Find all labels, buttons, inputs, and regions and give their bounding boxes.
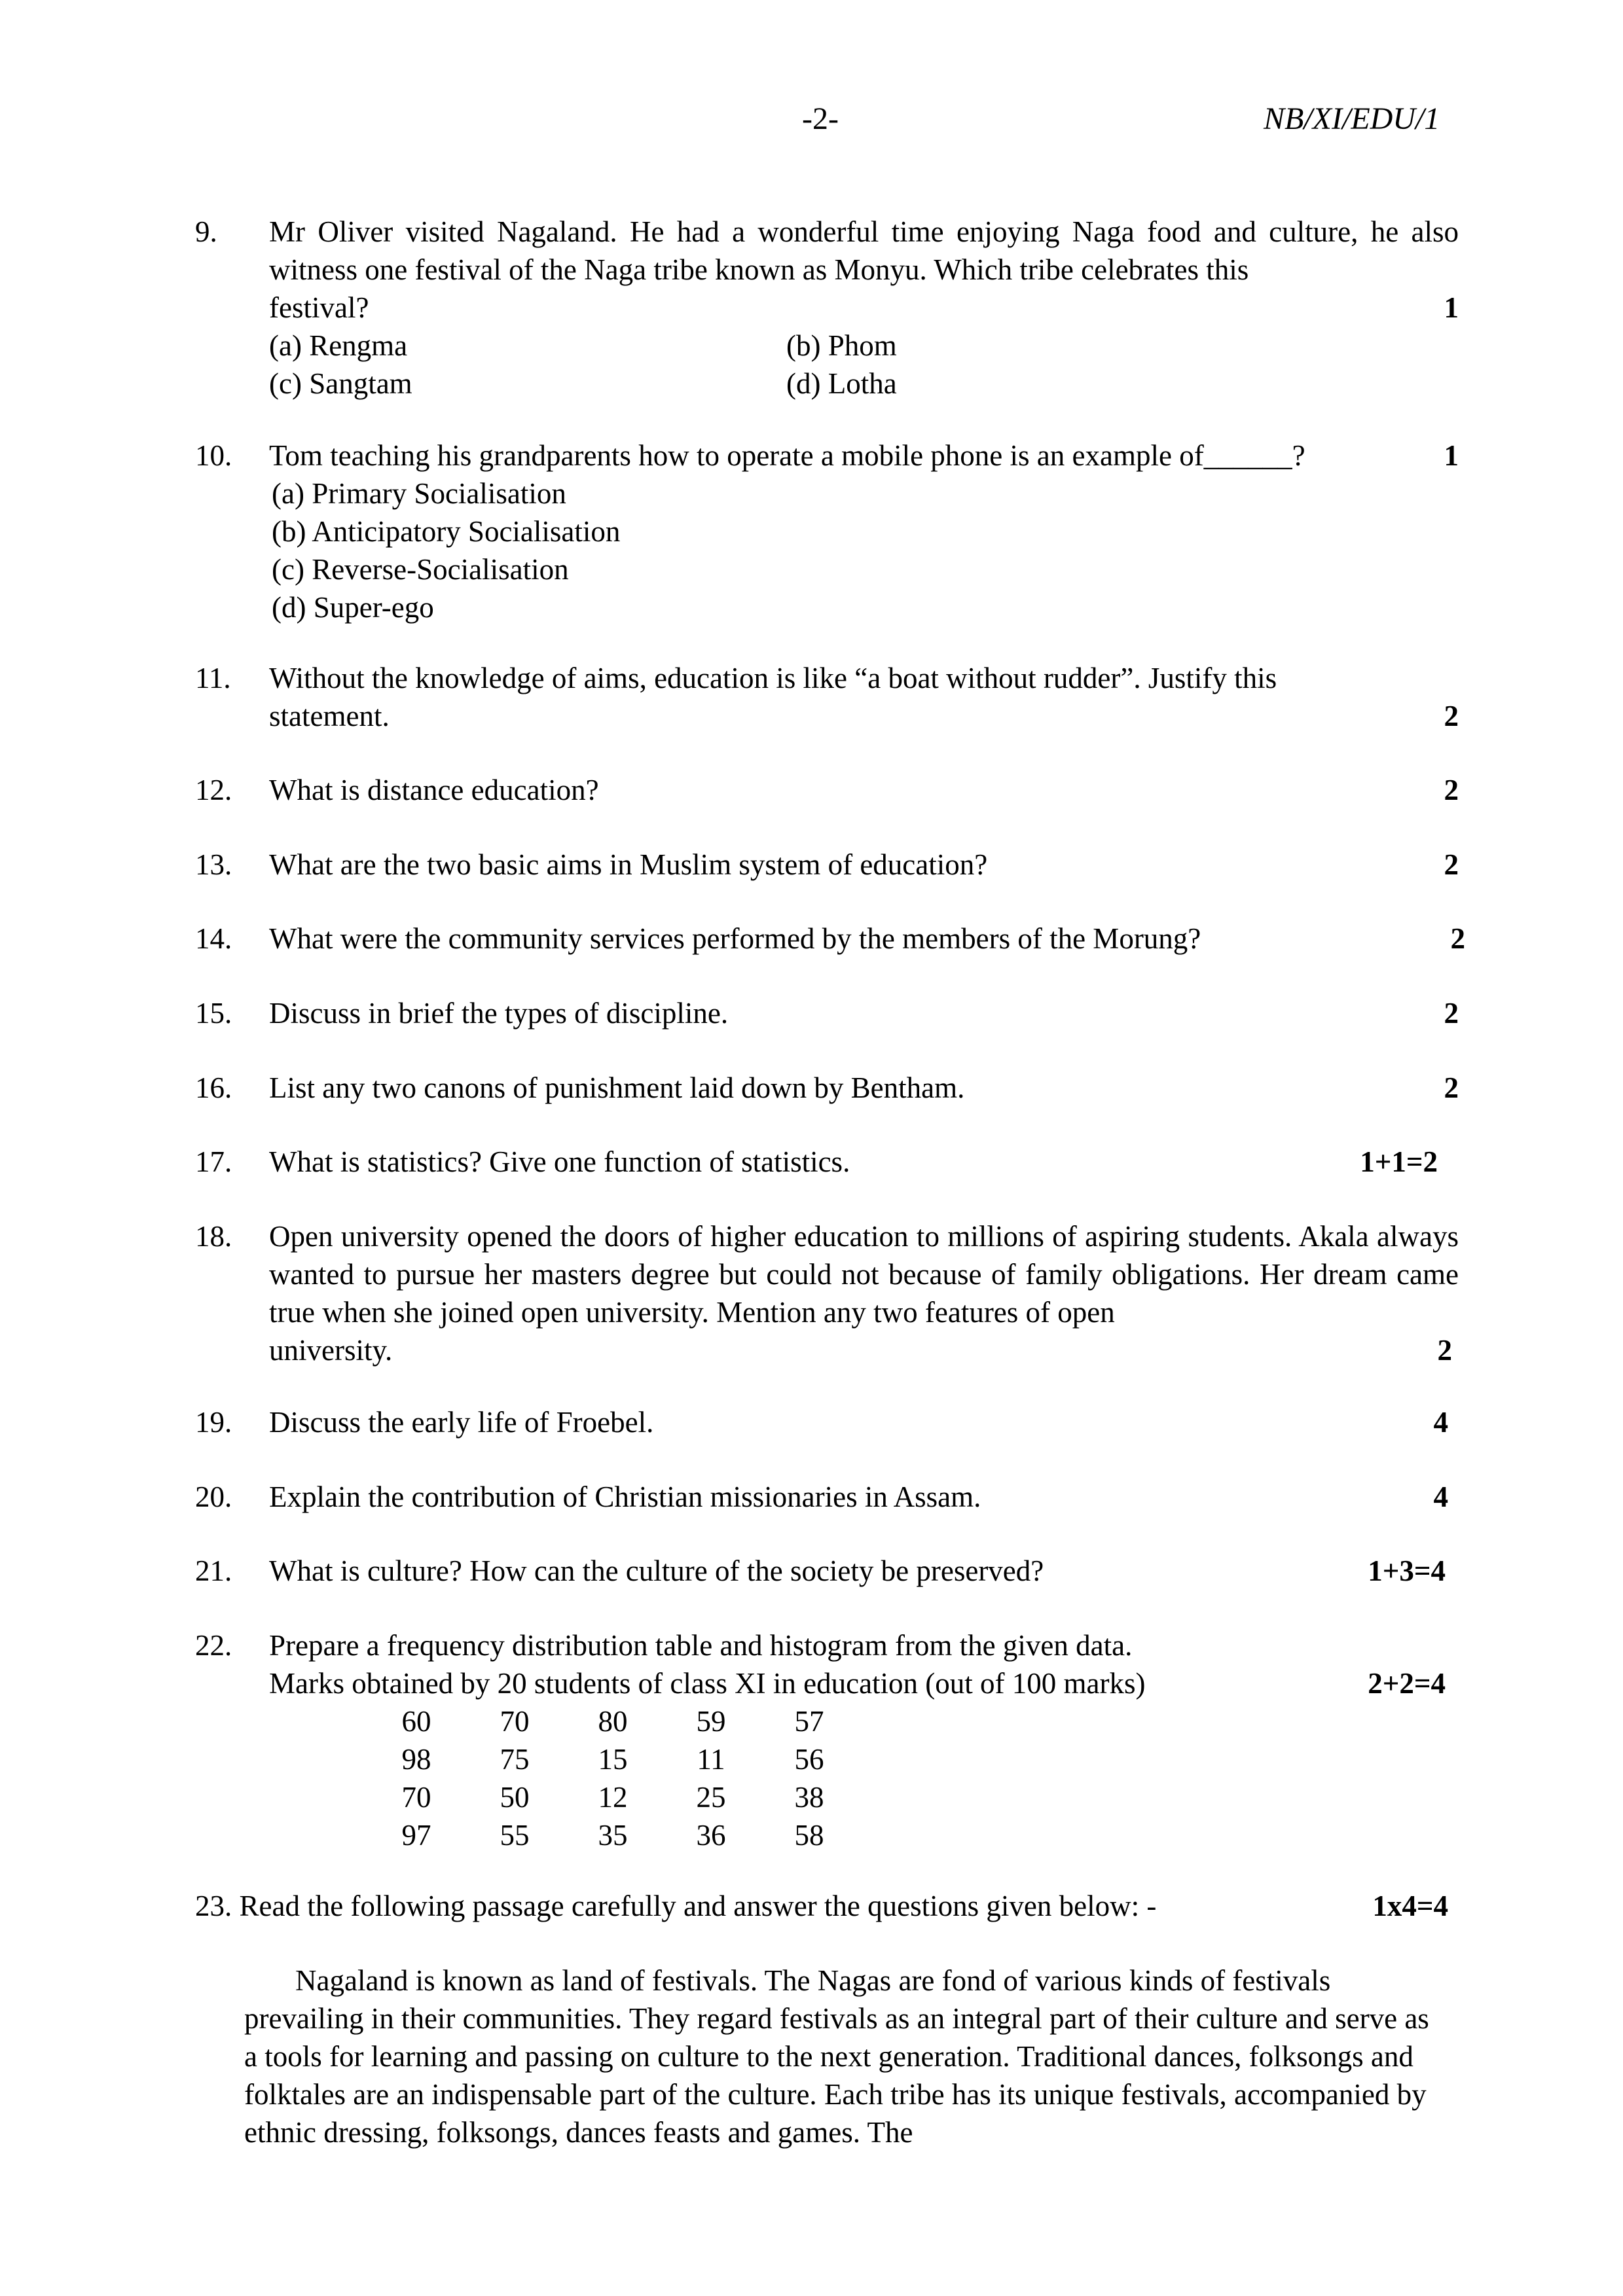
question-text: What were the community services performed by the members of the Morung? (269, 922, 1201, 955)
table-cell: 70 (401, 1781, 431, 1814)
question-14 (195, 920, 1465, 958)
page-number: -2- (802, 101, 839, 136)
marks: 2+2=4 (1368, 1667, 1446, 1700)
question-text: Open university opened the doors of higher education to millions of aspiring students. Akala always wanted to pursue her masters degree but could not because of family obligations. Her dream came true when she joined open university. Mention any two features of open (269, 1220, 1459, 1329)
question-number: 12. (195, 774, 232, 806)
table-cell: 15 (598, 1743, 628, 1776)
question-9 (195, 213, 1459, 403)
question-text-2: Marks obtained by 20 students of class XI in education (out of 100 marks) (269, 1667, 1146, 1700)
table-cell: 25 (696, 1781, 726, 1814)
question-number: 20. (195, 1480, 232, 1513)
question-number: 13. (195, 848, 232, 881)
question-number: 9. (195, 215, 217, 248)
question-text: Tom teaching his grandparents how to operate a mobile phone is an example of______? (269, 439, 1305, 472)
marks: 2 (1444, 997, 1459, 1030)
question-number: 17. (195, 1145, 232, 1178)
question-text: What is culture? How can the culture of the society be preserved? (269, 1554, 1044, 1587)
question-17 (195, 1143, 1459, 1181)
question-number: 11. (195, 662, 231, 694)
question-number: 22. (195, 1629, 232, 1662)
question-10 (195, 437, 1459, 626)
table-cell: 97 (401, 1819, 431, 1852)
question-12 (195, 771, 1459, 809)
option-a: (a) Rengma (269, 329, 408, 362)
question-text: Prepare a frequency distribution table and histogram from the given data. (269, 1629, 1133, 1662)
marks: 1+1=2 (1360, 1145, 1438, 1178)
question-21 (195, 1552, 1459, 1590)
table-cell: 55 (500, 1819, 530, 1852)
option-a: (a) Primary Socialisation (272, 477, 566, 510)
question-number: 19. (195, 1406, 232, 1439)
marks: 2 (1450, 922, 1465, 955)
question-20 (195, 1478, 1459, 1516)
table-cell: 56 (794, 1743, 824, 1776)
option-c: (c) Reverse-Socialisation (272, 553, 569, 586)
question-number: 21. (195, 1554, 232, 1587)
marks: 2 (1444, 774, 1459, 806)
marks: 1 (1444, 291, 1459, 324)
question-text: What is distance education? (269, 774, 599, 806)
option-d: (d) Super-ego (272, 591, 434, 624)
table-cell: 50 (500, 1781, 530, 1814)
question-text-end: university. (269, 1334, 393, 1367)
paper-code: NB/XI/EDU/1 (1264, 101, 1440, 136)
question-16 (195, 1069, 1459, 1107)
question-11 (195, 659, 1459, 735)
table-cell: 59 (696, 1705, 726, 1738)
marks: 2 (1437, 1334, 1452, 1367)
option-c: (c) Sangtam (269, 367, 412, 400)
marks-data-table (367, 1702, 1459, 1854)
marks: 2 (1444, 700, 1459, 732)
question-19 (195, 1403, 1459, 1441)
option-d: (d) Lotha (786, 367, 897, 400)
question-text: Discuss in brief the types of discipline. (269, 997, 729, 1030)
question-15 (195, 994, 1459, 1032)
table-cell: 75 (500, 1743, 530, 1776)
question-13 (195, 846, 1459, 884)
question-text: Explain the contribution of Christian missionaries in Assam. (269, 1480, 981, 1513)
marks: 2 (1444, 1071, 1459, 1104)
question-18 (195, 1217, 1459, 1369)
option-b: (b) Phom (786, 329, 897, 362)
question-number: 23. (195, 1890, 232, 1922)
question-text: Mr Oliver visited Nagaland. He had a wonderful time enjoying Naga food and culture, he also witness one festival of the Naga tribe known as Monyu. Which tribe celebrates this (269, 215, 1459, 286)
question-text: Without the knowledge of aims, education is like “a boat without rudder”. Justify this (269, 662, 1277, 694)
question-number: 10. (195, 439, 232, 472)
table-cell: 11 (697, 1743, 725, 1776)
marks: 1 (1444, 439, 1459, 472)
table-cell: 36 (696, 1819, 726, 1852)
table-cell: 60 (401, 1705, 431, 1738)
table-cell: 57 (794, 1705, 824, 1738)
question-text: Read the following passage carefully and answer the questions given below: - (239, 1890, 1157, 1922)
question-text-end: statement. (269, 700, 390, 732)
marks: 4 (1433, 1480, 1448, 1513)
question-number: 16. (195, 1071, 232, 1104)
question-text: What is statistics? Give one function of statistics. (269, 1145, 850, 1178)
table-cell: 35 (598, 1819, 628, 1852)
marks: 4 (1433, 1406, 1448, 1439)
question-text: Discuss the early life of Froebel. (269, 1406, 654, 1439)
question-number: 14. (195, 922, 232, 955)
question-number: 15. (195, 997, 232, 1030)
question-22 (195, 1626, 1459, 1854)
reading-passage: Nagaland is known as land of festivals. The Nagas are fond of various kinds of festivals prevailing in their communities. They regard festivals as an integral part of their culture and serve as a tools for learning and passing on culture to the next generation. Traditional dances, folksongs and folktales are an indispensable part of the culture. Each tribe has its unique festivals, accompanied by ethnic dressing, folksongs, dances feasts and games. The (244, 1964, 1429, 2149)
marks: 1+3=4 (1368, 1554, 1446, 1587)
table-cell: 58 (794, 1819, 824, 1852)
table-cell: 12 (598, 1781, 628, 1814)
marks: 1x4=4 (1372, 1890, 1448, 1922)
question-text-end: festival? (269, 291, 369, 324)
marks: 2 (1444, 848, 1459, 881)
option-b: (b) Anticipatory Socialisation (272, 515, 621, 548)
question-number: 18. (195, 1220, 232, 1253)
table-cell: 80 (598, 1705, 628, 1738)
table-cell: 70 (500, 1705, 530, 1738)
question-text: What are the two basic aims in Muslim system of education? (269, 848, 988, 881)
table-cell: 98 (401, 1743, 431, 1776)
question-text: List any two canons of punishment laid down by Bentham. (269, 1071, 965, 1104)
table-cell: 38 (794, 1781, 824, 1814)
question-23 (195, 1887, 1459, 1925)
